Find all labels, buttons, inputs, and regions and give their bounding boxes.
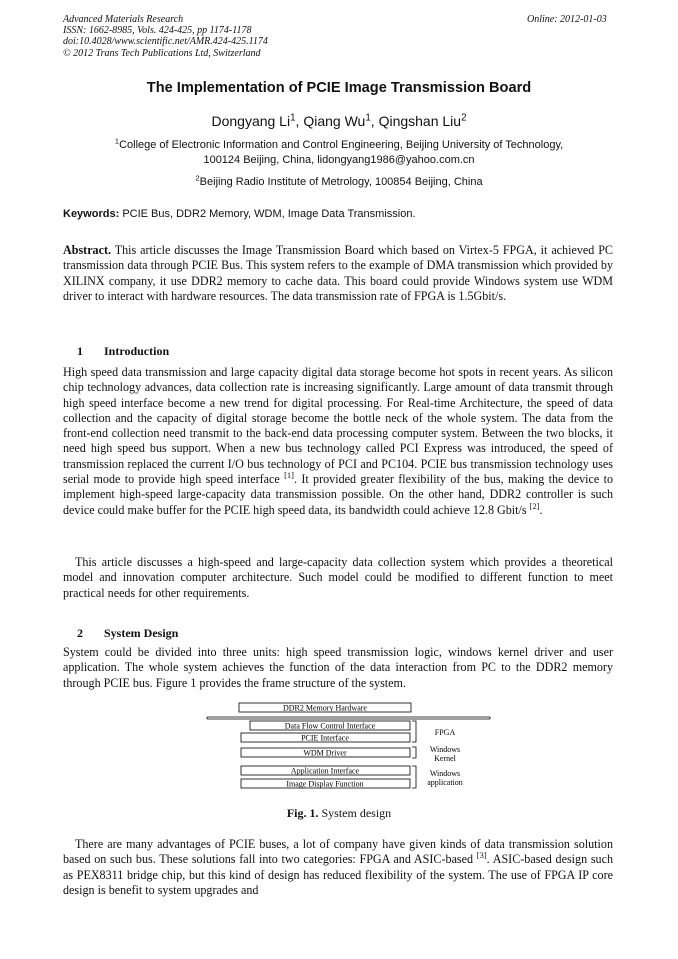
box-label: Image Display Function bbox=[286, 779, 364, 789]
abstract-label: Abstract. bbox=[63, 243, 112, 257]
section-heading bbox=[77, 626, 178, 641]
citation: [2] bbox=[529, 500, 540, 511]
abstract bbox=[63, 243, 613, 304]
doi: doi:10.4028/www.scientific.net/AMR.424-425.1174 bbox=[63, 36, 268, 48]
section-number: 2 bbox=[77, 626, 83, 640]
system-design-paragraph: System could be divided into three units: high speed transmission logic, windows kernel driver and user application. The whole system achieves the function of the data interaction from PC to the DDR2 memory through PCIE bus. Figure 1 provides the frame structure of the system. bbox=[63, 645, 613, 690]
affil-2-line: Beijing Radio Institute of Metrology, 100854 Beijing, China bbox=[199, 176, 483, 188]
text-run: . It provided greater flexibility of the bus, making the device to implement high-speed large-capacity data transmission possible. On the other hand, DDR2 controller is such device could make buffer for the PCIE high speed data, its bandwidth could achieve 12.8 Gbit/s bbox=[63, 472, 613, 517]
diagram-lines bbox=[207, 717, 490, 719]
group-label-fpga: FPGA bbox=[434, 728, 456, 737]
keywords bbox=[63, 208, 416, 220]
paper-title: The Implementation of PCIE Image Transmission Board bbox=[146, 80, 532, 96]
author-affil-mark: 1 bbox=[290, 112, 296, 124]
text-run: High speed data transmission and large capacity digital data storage become hot spots in recent years. As silicon chip technology advances, data collection rate is increasing significantly. Large amount of data transmit through high speed interface become a new trend for digital processing. For Real-time Architecture, the speed of data collection and the capacity of digital storage become the bottle neck of the whole system. The data from the front-end collection need transmit to the back-end data processing computer system. Between the two blocks, it need high speed bus support. When a new bus technology called PCI Express was introduced, the speed of transmission replaced the current I/O bus technology of PCI and PC104. PCIE bus transmission technology uses serial mode to provide high speed interface bbox=[63, 365, 613, 487]
author-name: Qiang Wu bbox=[303, 113, 366, 129]
affil-mark: 1 bbox=[114, 136, 120, 146]
group-label-application: Windows bbox=[429, 769, 461, 778]
affil-1-line2: 100124 Beijing, China, lidongyang1986@yahoo.com.cn bbox=[203, 153, 475, 166]
brackets bbox=[412, 721, 416, 788]
text-run: There are many advantages of PCIE buses, a lot of company have given kinds of data transmission solution based on such bus. These solutions fall into two categories: FPGA and ASIC-based bbox=[63, 837, 613, 867]
box-label: Application Interface bbox=[290, 766, 360, 776]
section-number: 1 bbox=[77, 344, 83, 358]
abstract-text: This article discusses the Image Transmission Board which based on Virtex-5 FPGA, it achieved PC transmission data through PCIE Bus. This system refers to the example of DMA transmission which provided by XILINX company, it use DDR2 memory to cache data. This board could provide Windows system use WDM driver to interact with hardware resources. The data transmission rate of FPGA is 1.5Gbit/s. bbox=[63, 243, 613, 303]
keywords-label: Keywords: bbox=[63, 208, 120, 220]
group-label-application: application bbox=[427, 778, 463, 787]
author-list: Dongyang Li$^1$, Qiang Wu$^1$, Qingshan Liu$^2$ bbox=[211, 112, 467, 129]
box-label: WDM Driver bbox=[303, 748, 347, 758]
citation: [1] bbox=[284, 470, 294, 481]
system-design-paragraph-2 bbox=[63, 837, 613, 898]
group-label-kernel: Kernel bbox=[434, 754, 456, 763]
box-label: PCIE Interface bbox=[301, 733, 349, 743]
text-run: . ASIC-based design such as PEX8311 bridge chip, but this kind of design has reduced flexibility of the system. The use of FPGA IP core design is benefit to system upgrades and bbox=[63, 852, 613, 897]
copyright: © 2012 Trans Tech Publications Ltd, Switzerland bbox=[63, 47, 261, 59]
keywords-text: PCIE Bus, DDR2 Memory, WDM, Image Data Transmission. bbox=[122, 208, 416, 220]
author-affil-mark: 2 bbox=[461, 112, 467, 124]
affil-1-line1: College of Electronic Information and Control Engineering, Beijing University of Technology, bbox=[119, 139, 564, 151]
diagram-box bbox=[241, 733, 410, 743]
online-date: Online: 2012-01-03 bbox=[527, 14, 607, 25]
author-name: Dongyang Li bbox=[211, 113, 291, 129]
author-affil-mark: 1 bbox=[365, 112, 371, 124]
journal-name: Advanced Materials Research bbox=[63, 14, 184, 25]
section-heading bbox=[77, 344, 169, 359]
diagram-box bbox=[241, 779, 410, 789]
affil-mark: 2 bbox=[195, 173, 200, 183]
system-design-figure bbox=[0, 700, 678, 800]
box-label: Data Flow Control Interface bbox=[284, 721, 376, 731]
citation: [3] bbox=[476, 850, 487, 861]
affiliation-1 bbox=[66, 138, 612, 167]
author-name: Qingshan Liu bbox=[378, 113, 462, 129]
journal-header bbox=[63, 14, 268, 59]
diagram-box bbox=[241, 748, 410, 758]
box-label: DDR2 Memory Hardware bbox=[283, 703, 367, 713]
caption-text: System design bbox=[321, 806, 392, 820]
section-title: Introduction bbox=[104, 344, 170, 358]
diagram-box bbox=[250, 721, 410, 731]
figure-caption bbox=[0, 806, 678, 821]
text-run: . bbox=[539, 502, 543, 517]
intro-paragraph bbox=[63, 365, 613, 518]
diagram-box bbox=[241, 766, 410, 776]
caption-label: Fig. 1. bbox=[286, 806, 319, 820]
group-label-kernel: Windows bbox=[429, 745, 461, 754]
intro-paragraph-2: This article discusses a high-speed and large-capacity data collection system which provides a theoretical model and innovation computer architecture. Such model could be modified to different function to meet practical needs for other requirements. bbox=[63, 555, 613, 600]
issn: ISSN: 1662-8985, Vols. 424-425, pp 1174-1178 bbox=[63, 25, 252, 37]
affiliation-2 bbox=[66, 175, 612, 190]
section-title: System Design bbox=[104, 626, 179, 640]
diagram-box bbox=[239, 703, 411, 713]
